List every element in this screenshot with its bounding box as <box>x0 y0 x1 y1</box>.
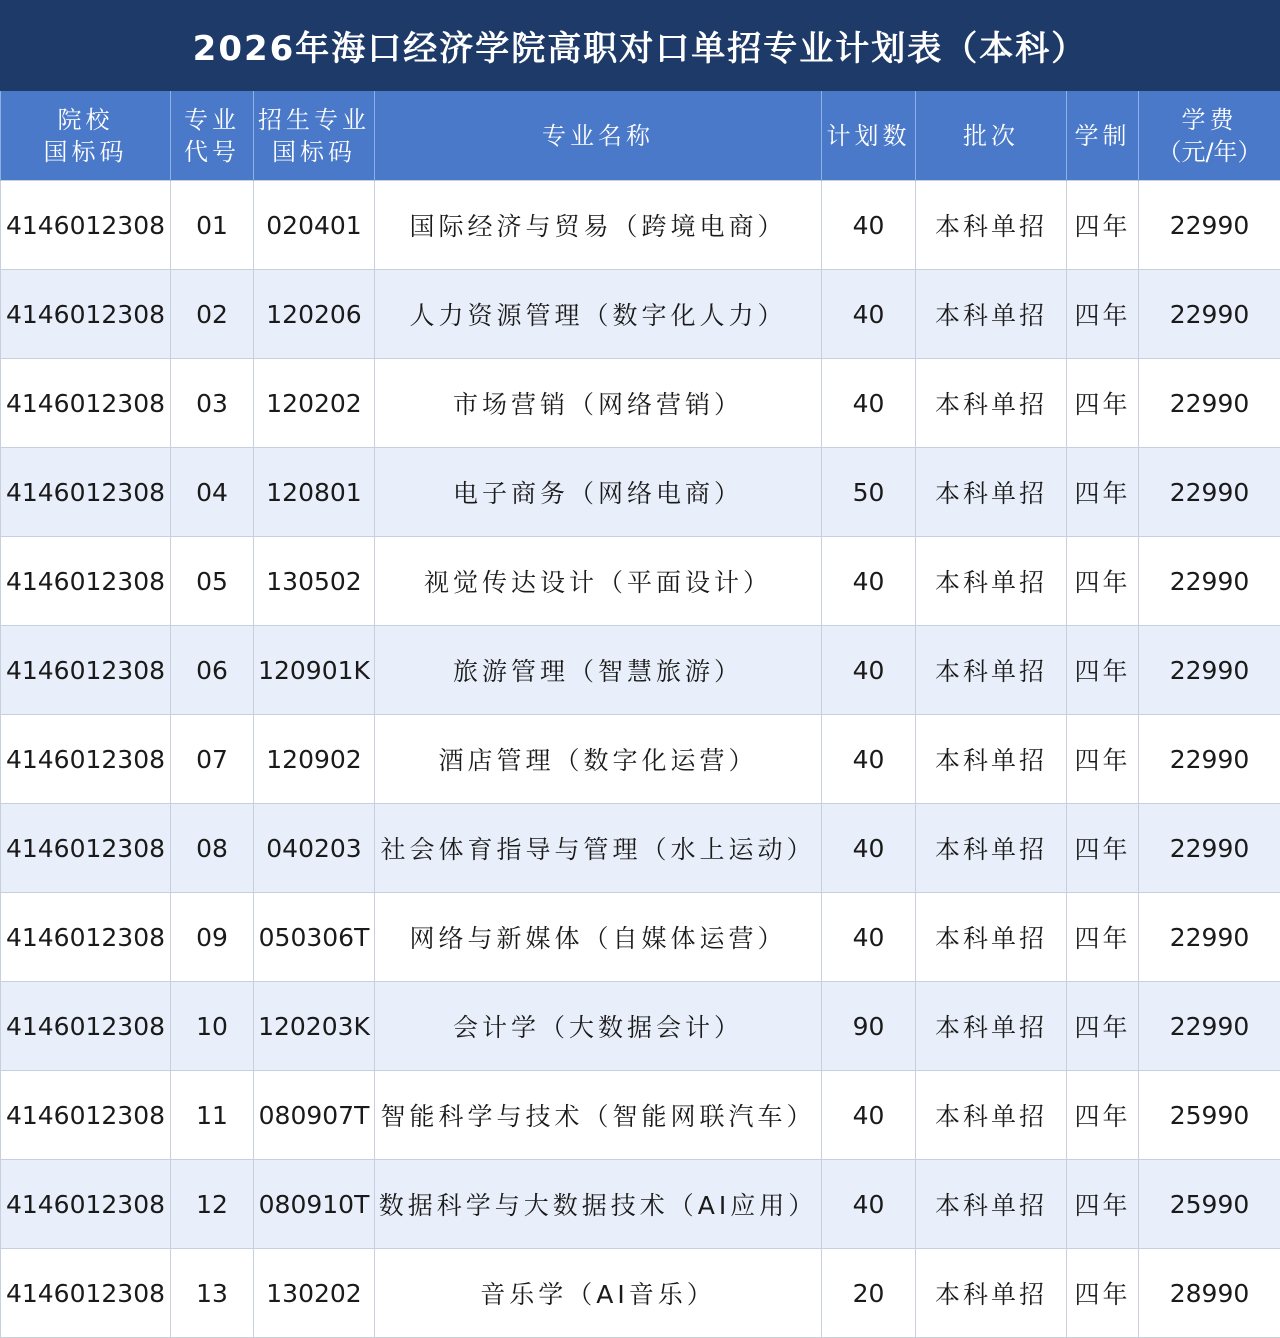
cell-tuition: 25990 <box>1139 1071 1280 1160</box>
cell-duration: 四年 <box>1067 181 1139 270</box>
header-school-code: 院校 国标码 <box>1 91 171 181</box>
cell-major-name: 会计学（大数据会计） <box>375 982 822 1071</box>
cell-major-no: 07 <box>171 715 254 804</box>
cell-tuition: 22990 <box>1139 715 1280 804</box>
cell-plan: 20 <box>822 1249 916 1338</box>
cell-duration: 四年 <box>1067 715 1139 804</box>
table-row <box>1 1249 1280 1338</box>
cell-major-no: 10 <box>171 982 254 1071</box>
cell-major-name: 社会体育指导与管理（水上运动） <box>375 804 822 893</box>
cell-plan: 40 <box>822 359 916 448</box>
cell-school-code: 4146012308 <box>1 270 171 359</box>
major-plan-table <box>0 91 1280 1338</box>
cell-tuition: 22990 <box>1139 181 1280 270</box>
cell-tuition: 22990 <box>1139 270 1280 359</box>
cell-school-code: 4146012308 <box>1 1249 171 1338</box>
cell-major-code: 120206 <box>254 270 375 359</box>
cell-batch: 本科单招 <box>916 359 1067 448</box>
cell-batch: 本科单招 <box>916 1160 1067 1249</box>
cell-major-no: 04 <box>171 448 254 537</box>
cell-batch: 本科单招 <box>916 448 1067 537</box>
cell-major-code: 040203 <box>254 804 375 893</box>
cell-plan: 40 <box>822 270 916 359</box>
cell-major-no: 13 <box>171 1249 254 1338</box>
cell-batch: 本科单招 <box>916 715 1067 804</box>
cell-school-code: 4146012308 <box>1 982 171 1071</box>
cell-major-no: 02 <box>171 270 254 359</box>
cell-tuition: 22990 <box>1139 626 1280 715</box>
cell-tuition: 25990 <box>1139 1160 1280 1249</box>
cell-duration: 四年 <box>1067 448 1139 537</box>
cell-major-no: 06 <box>171 626 254 715</box>
cell-plan: 40 <box>822 626 916 715</box>
cell-tuition: 28990 <box>1139 1249 1280 1338</box>
cell-plan: 40 <box>822 715 916 804</box>
cell-major-code: 130202 <box>254 1249 375 1338</box>
cell-duration: 四年 <box>1067 1249 1139 1338</box>
cell-school-code: 4146012308 <box>1 715 171 804</box>
header-batch: 批次 <box>916 91 1067 181</box>
cell-plan: 40 <box>822 804 916 893</box>
table-header-row <box>1 91 1280 181</box>
cell-major-no: 01 <box>171 181 254 270</box>
table-row <box>1 715 1280 804</box>
cell-batch: 本科单招 <box>916 537 1067 626</box>
page-title: 2026年海口经济学院高职对口单招专业计划表（本科） <box>0 0 1280 91</box>
cell-major-name: 音乐学（AI音乐） <box>375 1249 822 1338</box>
cell-major-name: 视觉传达设计（平面设计） <box>375 537 822 626</box>
cell-duration: 四年 <box>1067 804 1139 893</box>
cell-major-name: 市场营销（网络营销） <box>375 359 822 448</box>
cell-major-name: 人力资源管理（数字化人力） <box>375 270 822 359</box>
cell-school-code: 4146012308 <box>1 1071 171 1160</box>
cell-school-code: 4146012308 <box>1 359 171 448</box>
cell-duration: 四年 <box>1067 270 1139 359</box>
cell-major-name: 数据科学与大数据技术（AI应用） <box>375 1160 822 1249</box>
cell-major-code: 020401 <box>254 181 375 270</box>
cell-batch: 本科单招 <box>916 982 1067 1071</box>
cell-major-code: 120202 <box>254 359 375 448</box>
cell-tuition: 22990 <box>1139 893 1280 982</box>
cell-duration: 四年 <box>1067 1071 1139 1160</box>
table-row <box>1 537 1280 626</box>
cell-batch: 本科单招 <box>916 1249 1067 1338</box>
cell-major-name: 智能科学与技术（智能网联汽车） <box>375 1071 822 1160</box>
cell-batch: 本科单招 <box>916 270 1067 359</box>
cell-plan: 50 <box>822 448 916 537</box>
cell-major-no: 08 <box>171 804 254 893</box>
cell-major-name: 国际经济与贸易（跨境电商） <box>375 181 822 270</box>
cell-tuition: 22990 <box>1139 359 1280 448</box>
table-row <box>1 626 1280 715</box>
cell-batch: 本科单招 <box>916 804 1067 893</box>
header-major-code: 招生专业 国标码 <box>254 91 375 181</box>
cell-tuition: 22990 <box>1139 982 1280 1071</box>
cell-batch: 本科单招 <box>916 1071 1067 1160</box>
cell-tuition: 22990 <box>1139 448 1280 537</box>
cell-major-code: 120901K <box>254 626 375 715</box>
header-major-no: 专业 代号 <box>171 91 254 181</box>
cell-tuition: 22990 <box>1139 537 1280 626</box>
cell-school-code: 4146012308 <box>1 537 171 626</box>
cell-major-code: 120203K <box>254 982 375 1071</box>
cell-major-no: 03 <box>171 359 254 448</box>
table-row <box>1 893 1280 982</box>
cell-duration: 四年 <box>1067 537 1139 626</box>
cell-school-code: 4146012308 <box>1 1160 171 1249</box>
cell-major-code: 050306T <box>254 893 375 982</box>
cell-major-no: 11 <box>171 1071 254 1160</box>
cell-school-code: 4146012308 <box>1 181 171 270</box>
cell-major-name: 酒店管理（数字化运营） <box>375 715 822 804</box>
cell-batch: 本科单招 <box>916 181 1067 270</box>
cell-plan: 40 <box>822 181 916 270</box>
cell-batch: 本科单招 <box>916 626 1067 715</box>
cell-major-name: 网络与新媒体（自媒体运营） <box>375 893 822 982</box>
table-row <box>1 804 1280 893</box>
header-major-name: 专业名称 <box>375 91 822 181</box>
cell-school-code: 4146012308 <box>1 893 171 982</box>
cell-plan: 40 <box>822 893 916 982</box>
table-row <box>1 448 1280 537</box>
cell-major-code: 120902 <box>254 715 375 804</box>
table-row <box>1 1071 1280 1160</box>
cell-major-code: 120801 <box>254 448 375 537</box>
table-row <box>1 181 1280 270</box>
cell-school-code: 4146012308 <box>1 804 171 893</box>
table-row <box>1 1160 1280 1249</box>
cell-major-code: 080907T <box>254 1071 375 1160</box>
cell-major-code: 130502 <box>254 537 375 626</box>
cell-duration: 四年 <box>1067 359 1139 448</box>
header-tuition: 学费 （元/年） <box>1139 91 1280 181</box>
header-plan: 计划数 <box>822 91 916 181</box>
cell-duration: 四年 <box>1067 982 1139 1071</box>
cell-plan: 40 <box>822 1071 916 1160</box>
cell-plan: 90 <box>822 982 916 1071</box>
cell-tuition: 22990 <box>1139 804 1280 893</box>
cell-major-no: 05 <box>171 537 254 626</box>
cell-major-no: 09 <box>171 893 254 982</box>
cell-batch: 本科单招 <box>916 893 1067 982</box>
cell-major-code: 080910T <box>254 1160 375 1249</box>
table-row <box>1 982 1280 1071</box>
cell-duration: 四年 <box>1067 626 1139 715</box>
cell-school-code: 4146012308 <box>1 626 171 715</box>
table-row <box>1 270 1280 359</box>
cell-plan: 40 <box>822 1160 916 1249</box>
cell-school-code: 4146012308 <box>1 448 171 537</box>
header-duration: 学制 <box>1067 91 1139 181</box>
table-row <box>1 359 1280 448</box>
cell-major-no: 12 <box>171 1160 254 1249</box>
cell-duration: 四年 <box>1067 1160 1139 1249</box>
cell-major-name: 旅游管理（智慧旅游） <box>375 626 822 715</box>
cell-major-name: 电子商务（网络电商） <box>375 448 822 537</box>
cell-duration: 四年 <box>1067 893 1139 982</box>
cell-plan: 40 <box>822 537 916 626</box>
